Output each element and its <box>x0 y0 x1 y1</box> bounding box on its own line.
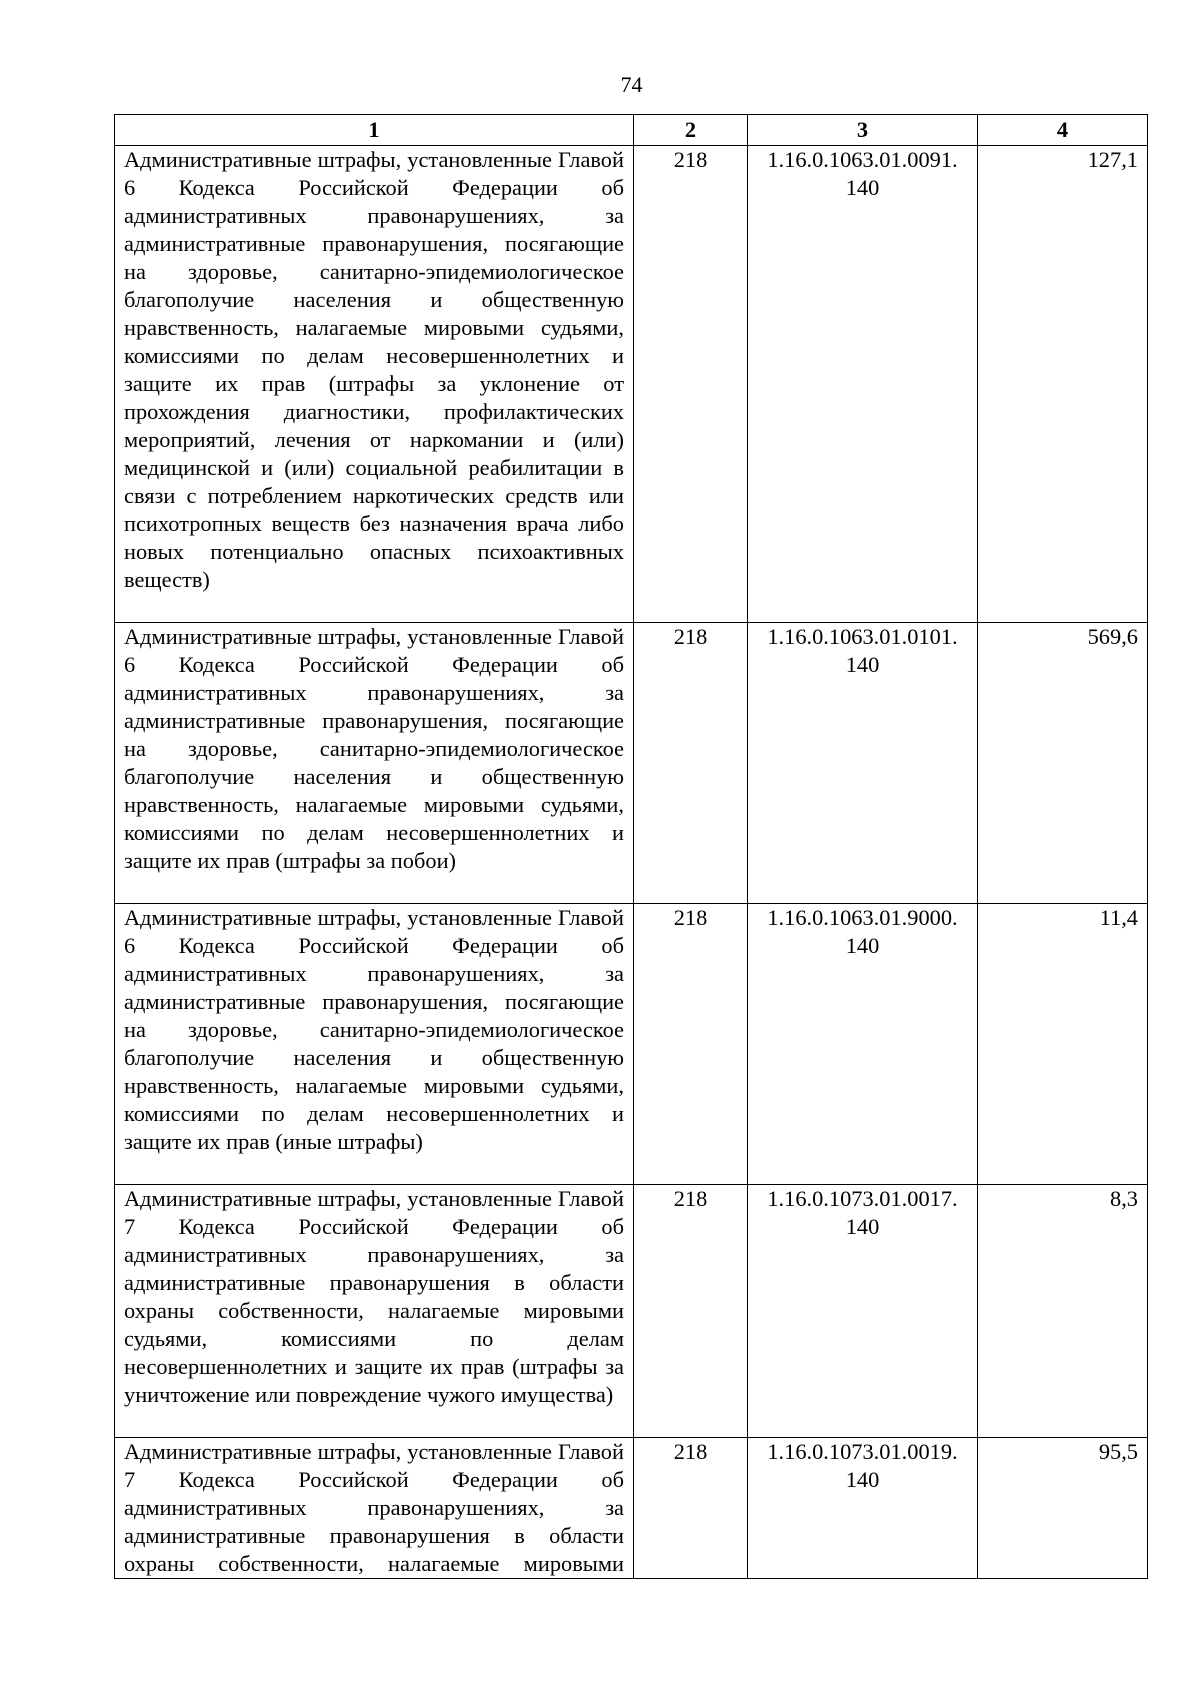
table-row <box>115 1438 1148 1579</box>
admin-code-cell: 218 <box>634 146 748 623</box>
table-row <box>115 1185 1148 1438</box>
kbk-code-line: 1.16.0.1073.01.0019. <box>767 1439 958 1464</box>
kbk-code-cell <box>748 146 978 623</box>
kbk-code-cell <box>748 904 978 1185</box>
table-row <box>115 146 1148 623</box>
amount-cell: 11,4 <box>978 904 1148 1185</box>
column-header-2: 2 <box>634 115 748 146</box>
kbk-code-cell <box>748 1185 978 1438</box>
kbk-code-line: 1.16.0.1063.01.0101. <box>767 624 958 649</box>
revenue-name-cell: Административные штрафы, установленные Главой 6 Кодекса Российской Федерации об административных правонарушениях, за административные правонарушения, посягающие на здоровье, санитарно-эпидемиологическое благополучие населения и общественную нравственность, налагаемые мировыми судьями, комиссиями по делам несовершеннолетних и защите их прав (штрафы за уклонение от прохождения диагностики, профилактических мероприятий, лечения от наркомании и (или) медицинской и (или) социальной реабилитации в связи с потреблением наркотических средств или психотропных веществ без назначения врача либо новых потенциально опасных психоактивных веществ) <box>115 146 634 623</box>
kbk-code-suffix: 140 <box>845 1214 880 1239</box>
kbk-code-cell <box>748 1438 978 1579</box>
table-header-row <box>115 115 1148 146</box>
budget-revenue-table <box>114 114 1148 1579</box>
admin-code-cell: 218 <box>634 1438 748 1579</box>
kbk-code-suffix: 140 <box>845 175 880 200</box>
column-header-3: 3 <box>748 115 978 146</box>
table-row <box>115 904 1148 1185</box>
column-header-1: 1 <box>115 115 634 146</box>
revenue-name-cell: Административные штрафы, установленные Главой 7 Кодекса Российской Федерации об административных правонарушениях, за административные правонарушения в области охраны собственности, налагаемые мировыми <box>115 1438 634 1579</box>
kbk-code-suffix: 140 <box>845 933 880 958</box>
kbk-code-line: 1.16.0.1073.01.0017. <box>767 1186 958 1211</box>
admin-code-cell: 218 <box>634 904 748 1185</box>
amount-cell: 569,6 <box>978 623 1148 904</box>
table-row <box>115 623 1148 904</box>
kbk-code-line: 1.16.0.1063.01.9000. <box>767 905 958 930</box>
amount-cell: 95,5 <box>978 1438 1148 1579</box>
kbk-code-line: 1.16.0.1063.01.0091. <box>767 147 958 172</box>
revenue-name-cell: Административные штрафы, установленные Главой 6 Кодекса Российской Федерации об административных правонарушениях, за административные правонарушения, посягающие на здоровье, санитарно-эпидемиологическое благополучие населения и общественную нравственность, налагаемые мировыми судьями, комиссиями по делам несовершеннолетних и защите их прав (иные штрафы) <box>115 904 634 1185</box>
admin-code-cell: 218 <box>634 1185 748 1438</box>
column-header-4: 4 <box>978 115 1148 146</box>
amount-cell: 127,1 <box>978 146 1148 623</box>
revenue-name-cell: Административные штрафы, установленные Главой 7 Кодекса Российской Федерации об административных правонарушениях, за административные правонарушения в области охраны собственности, налагаемые мировыми судьями, комиссиями по делам несовершеннолетних и защите их прав (штрафы за уничтожение или повреждение чужого имущества) <box>115 1185 634 1438</box>
revenue-name-cell: Административные штрафы, установленные Главой 6 Кодекса Российской Федерации об административных правонарушениях, за административные правонарушения, посягающие на здоровье, санитарно-эпидемиологическое благополучие населения и общественную нравственность, налагаемые мировыми судьями, комиссиями по делам несовершеннолетних и защите их прав (штрафы за побои) <box>115 623 634 904</box>
kbk-code-suffix: 140 <box>845 1467 880 1492</box>
amount-cell: 8,3 <box>978 1185 1148 1438</box>
page-number: 74 <box>620 72 643 97</box>
kbk-code-cell <box>748 623 978 904</box>
admin-code-cell: 218 <box>634 623 748 904</box>
kbk-code-suffix: 140 <box>845 652 880 677</box>
